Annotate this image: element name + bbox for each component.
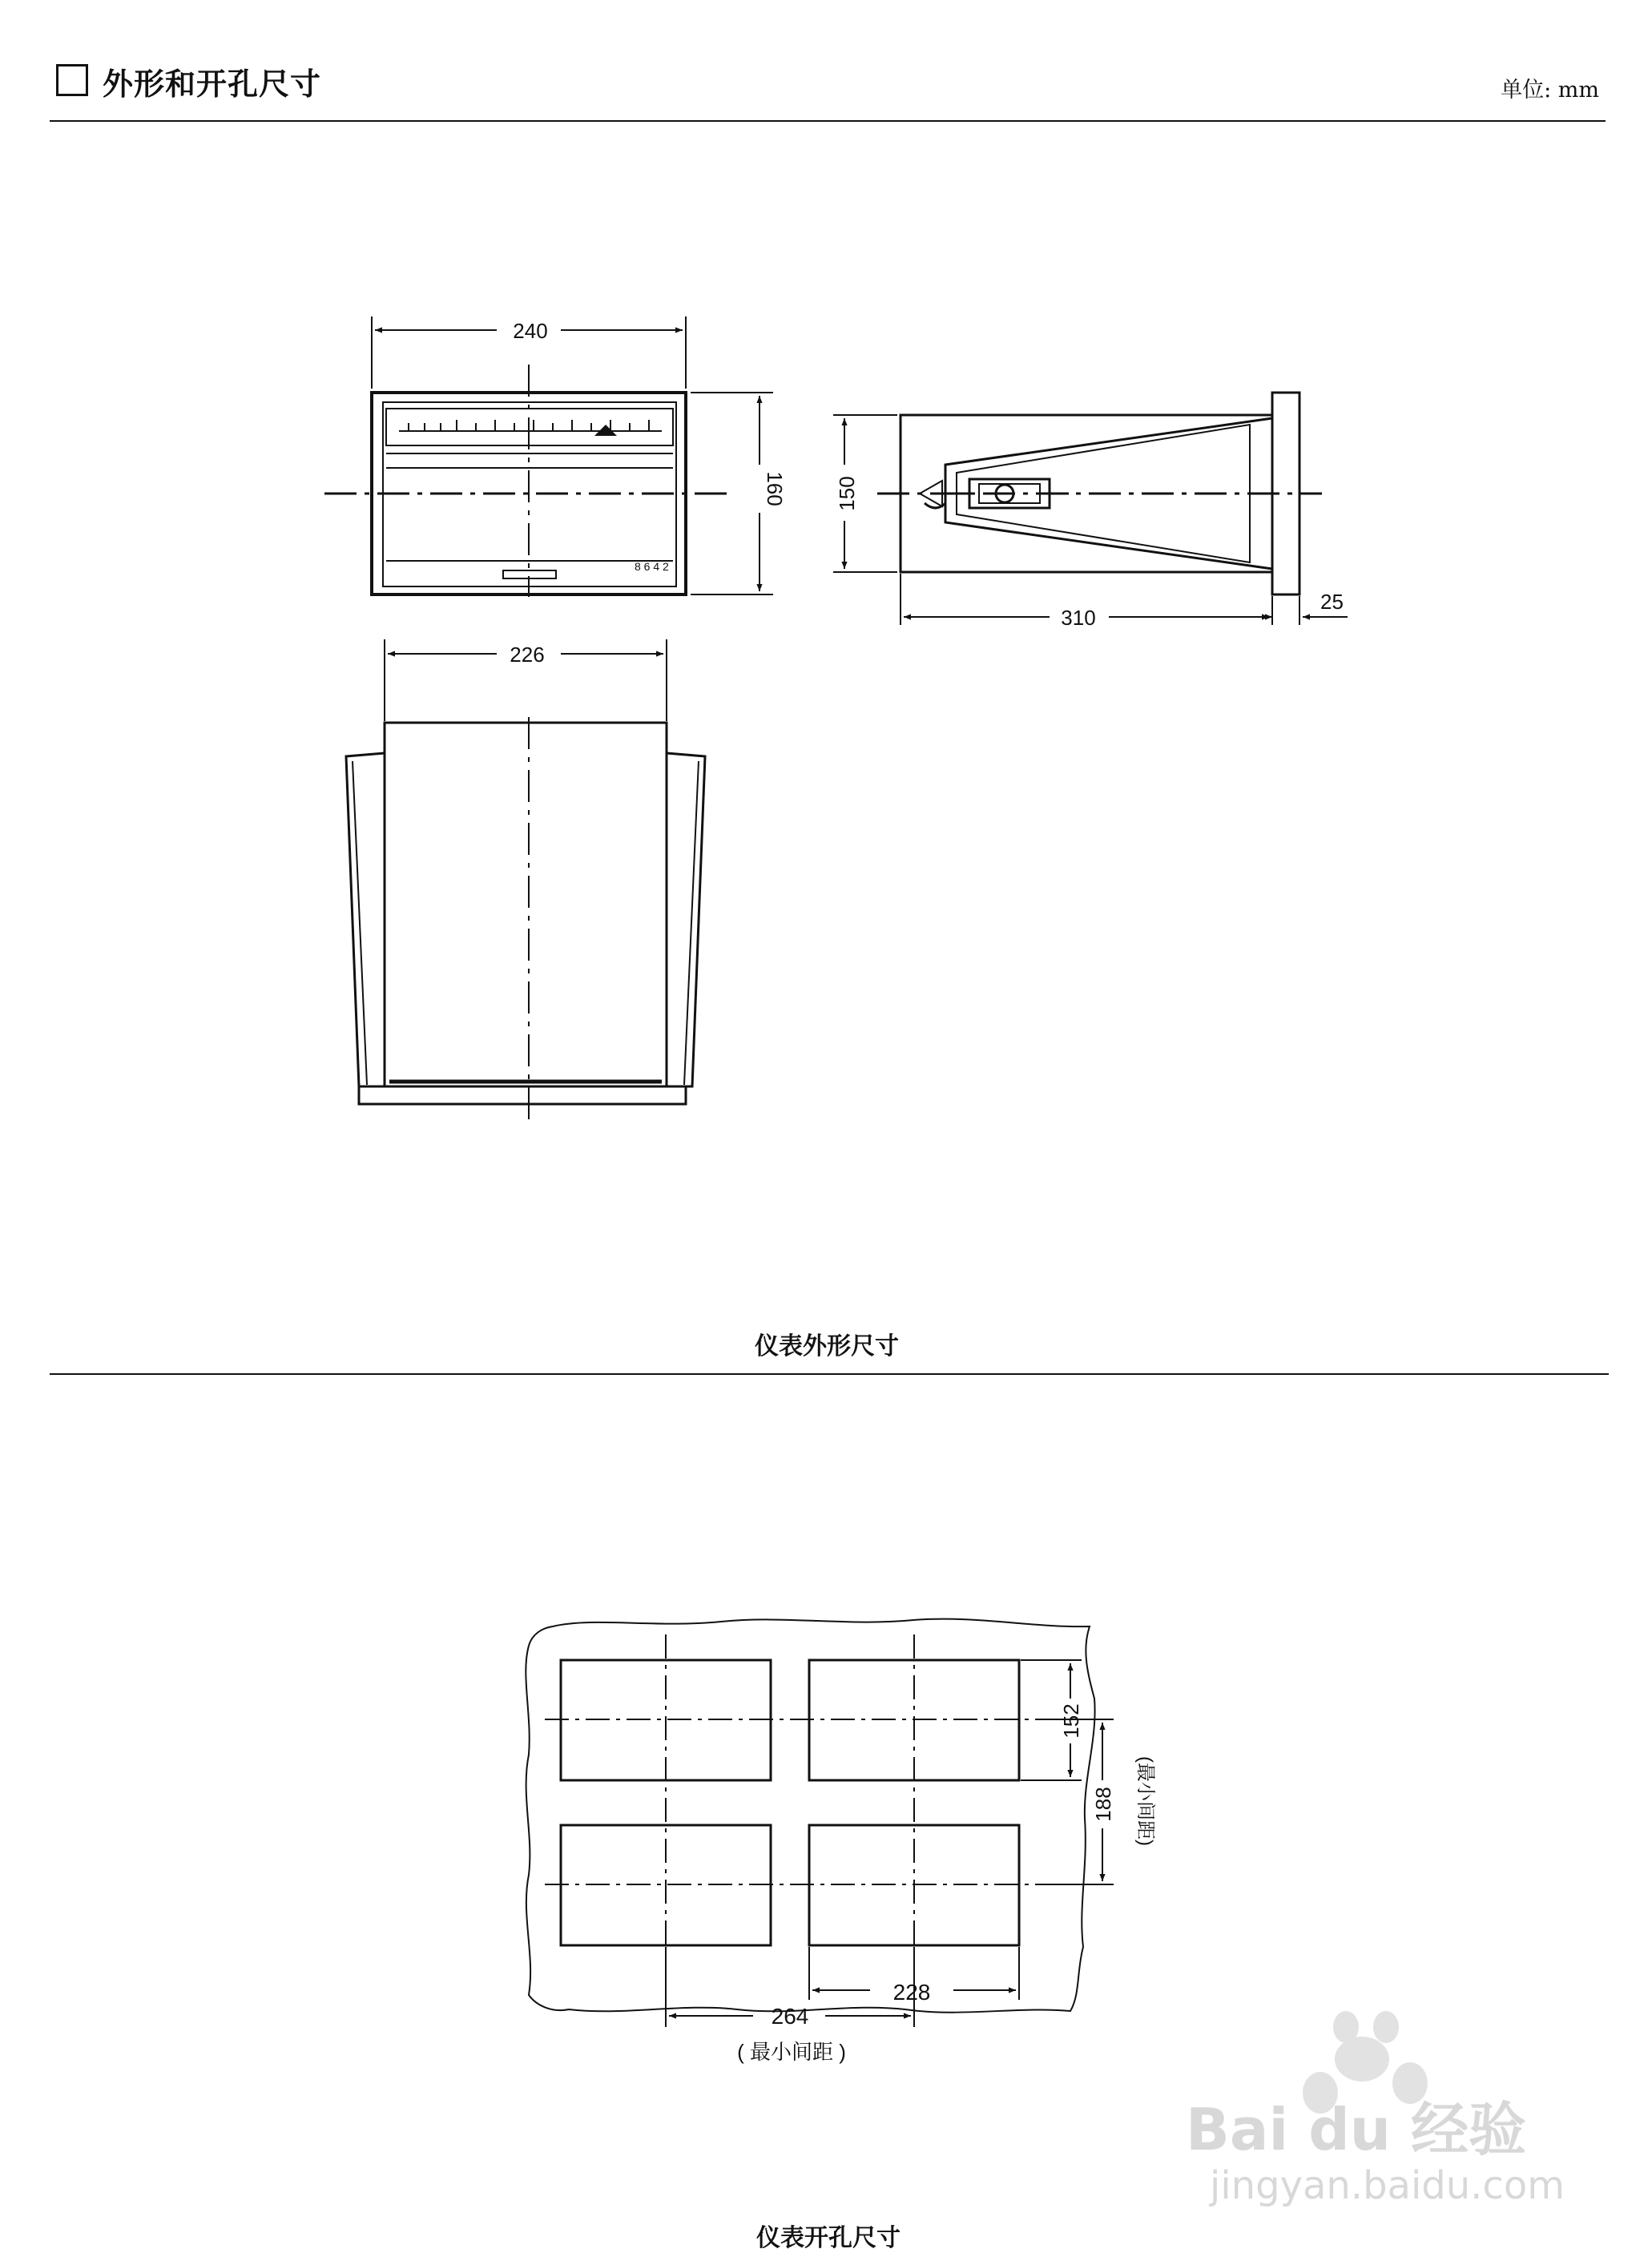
watermark-brand: Bai du 经验 xyxy=(1186,2096,1527,2163)
cutout-caption: 仪表开孔尺寸 xyxy=(756,2224,901,2252)
middle-rule xyxy=(50,1373,1609,1375)
dim-228-label: 228 xyxy=(892,1980,931,2005)
watermark-url: jingyan.baidu.com xyxy=(1210,2163,1565,2208)
dim-240-label: 240 xyxy=(513,319,548,343)
unit-label: 单位: mm xyxy=(1501,78,1599,103)
front-scale-marks: 8 6 4 2 xyxy=(635,560,669,573)
dim-152-label: 152 xyxy=(1059,1703,1083,1739)
dim-150-label: 150 xyxy=(835,476,859,511)
dim-160-label: 160 xyxy=(763,471,787,506)
dim-188-note: (最小间距) xyxy=(1134,1756,1156,1846)
top-view xyxy=(346,723,705,1104)
dim-310-label: 310 xyxy=(1061,606,1096,630)
dim-25-label: 25 xyxy=(1320,590,1344,614)
dim-264-note: ( 最小间距 ) xyxy=(737,2040,846,2064)
outline-caption: 仪表外形尺寸 xyxy=(755,1332,899,1360)
dim-188-label: 188 xyxy=(1091,1787,1115,1822)
cutout-holes xyxy=(561,1660,1019,1945)
section-title: 外形和开孔尺寸 xyxy=(103,66,322,102)
dim-226-label: 226 xyxy=(510,643,545,667)
dim-264-label: 264 xyxy=(771,2004,809,2029)
